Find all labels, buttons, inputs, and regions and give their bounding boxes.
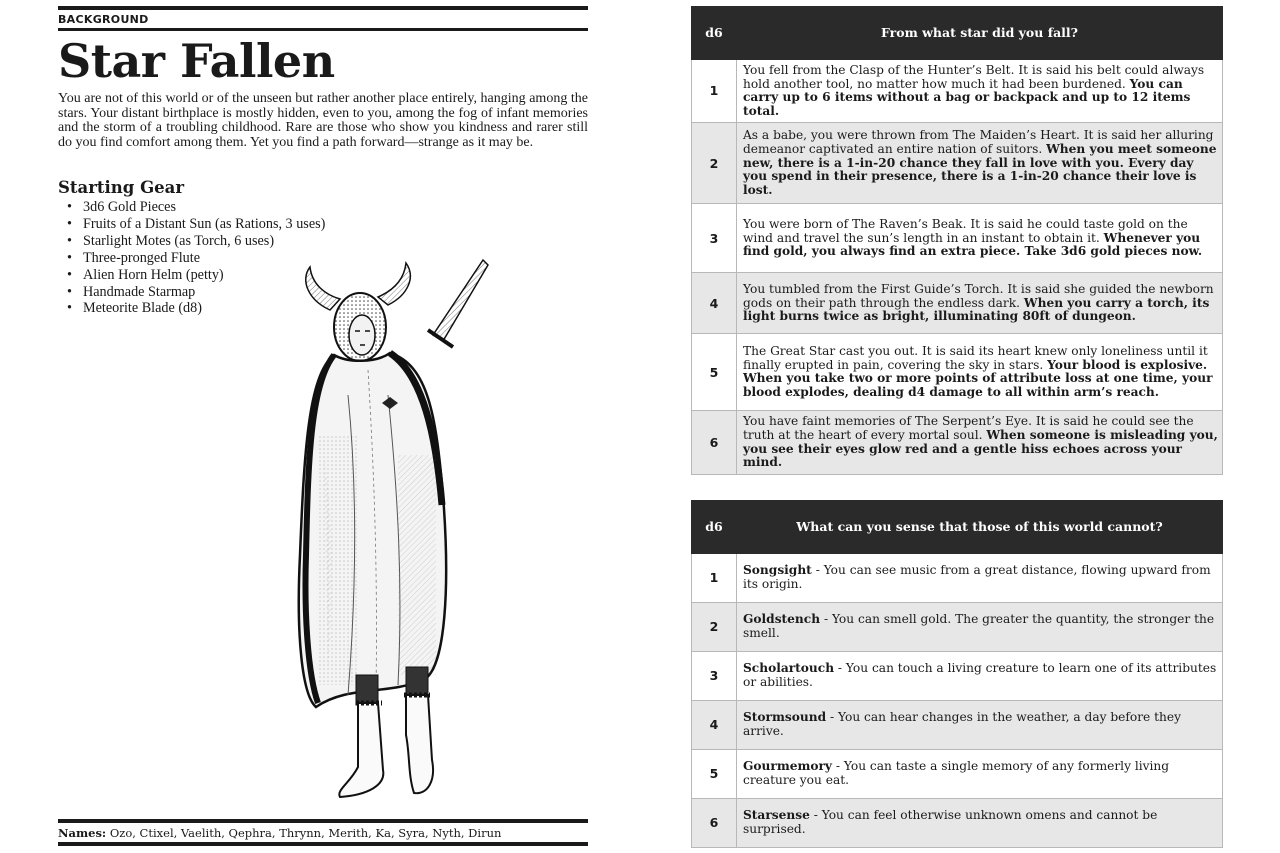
section-label: BACKGROUND: [58, 13, 149, 26]
roll-number: 6: [692, 799, 737, 848]
star-fallen-illustration: [238, 255, 498, 805]
sense-description: - You can hear changes in the weather, a day before they arrive.: [743, 710, 1181, 738]
result-effect: You can carry up to 6 items without a bag or backpack and up to 12 items total.: [743, 76, 1191, 118]
table-header-row: [692, 501, 1223, 554]
result-text: As a babe, you were thrown from The Maiden’s Heart. It is said her alluring demeanor captivated an entire nation of suitors.: [743, 128, 1214, 156]
roll-number: 6: [692, 411, 737, 474]
roll-number: 5: [692, 750, 737, 799]
result-text: You were born of The Raven’s Beak. It is said he could taste gold on the wind and travel the sun’s length in an instant to obtain it.: [743, 216, 1188, 245]
footer-rule-top: [58, 819, 588, 823]
sense-name: Songsight: [743, 563, 812, 578]
names-line: [58, 826, 501, 840]
roll-number: 4: [692, 701, 737, 750]
star-origin-table: [691, 6, 1223, 475]
result-effect: When you meet someone new, there is a 1-in-20 chance they fall in love with you. Every day you spend in their presence, there is a 1-in-20 chance their love is lost.: [743, 141, 1217, 197]
footer-rule-bottom: [58, 842, 588, 846]
result-effect: Whenever you find gold, you always find an extra piece. Take 3d6 gold pieces now.: [743, 230, 1203, 259]
table-row: [692, 273, 1223, 334]
table-header-row: [692, 7, 1223, 60]
table-row: [692, 652, 1223, 701]
table-row: [692, 334, 1223, 411]
gear-item: • Alien Horn Helm (petty): [66, 267, 325, 284]
sense-name: Stormsound: [743, 710, 827, 725]
roll-number: 5: [692, 334, 737, 411]
names-label: Names:: [58, 826, 107, 840]
sense-description: - You can taste a single memory of any formerly living creature you eat.: [743, 759, 1170, 787]
table-row: [692, 750, 1223, 799]
page-title: Star Fallen: [58, 34, 335, 88]
gear-item: • Meteorite Blade (d8): [66, 300, 325, 317]
names-list: Ozo, Ctixel, Vaelith, Qephra, Thrynn, Merith, Ka, Syra, Nyth, Dirun: [109, 826, 502, 840]
roll-result: [737, 750, 1223, 799]
gear-item: • Three-pronged Flute: [66, 250, 325, 267]
sense-description: - You can smell gold. The greater the quantity, the stronger the smell.: [743, 612, 1215, 640]
roll-result: [737, 334, 1223, 411]
roll-result: [737, 204, 1223, 273]
result-text: You fell from the Clasp of the Hunter’s Belt. It is said his belt could always hold another tool, no matter how much it had been burdened.: [743, 63, 1205, 91]
roll-result: [737, 273, 1223, 334]
roll-number: 3: [692, 652, 737, 701]
result-effect: Your blood is explosive. When you take two or more points of attribute loss at one time, your blood explodes, dealing d4 damage to all within arm’s reach.: [743, 357, 1213, 399]
result-effect: When someone is misleading you, you see their eyes glow red and a gentle hiss echoes across your mind.: [743, 427, 1218, 470]
roll-result: [737, 60, 1223, 123]
sense-description: - You can see music from a great distance, flowing upward from its origin.: [743, 563, 1211, 591]
die-header: d6: [692, 7, 737, 60]
table-title: What can you sense that those of this world cannot?: [737, 501, 1223, 554]
sense-table: [691, 500, 1223, 848]
result-effect: When you carry a torch, its light burns twice as bright, illuminating 80ft of dungeon.: [743, 295, 1210, 324]
roll-number: 1: [692, 60, 737, 123]
sense-name: Gourmemory: [743, 759, 832, 774]
gear-item: • Starlight Motes (as Torch, 6 uses): [66, 233, 325, 250]
roll-result: [737, 411, 1223, 474]
roll-result: [737, 799, 1223, 848]
gear-item: • 3d6 Gold Pieces: [66, 199, 325, 216]
roll-result: [737, 652, 1223, 701]
gear-item: • Fruits of a Distant Sun (as Rations, 3 uses): [66, 216, 325, 233]
table-row: [692, 60, 1223, 123]
table-row: [692, 603, 1223, 652]
starting-gear-heading: Starting Gear: [58, 178, 185, 197]
table-row: [692, 799, 1223, 848]
table-row: [692, 701, 1223, 750]
table-row: [692, 411, 1223, 474]
sense-name: Scholartouch: [743, 661, 835, 676]
roll-result: [737, 701, 1223, 750]
left-page: [58, 0, 588, 853]
roll-result: [737, 554, 1223, 603]
sense-name: Starsense: [743, 808, 810, 823]
roll-number: 4: [692, 273, 737, 334]
table-row: [692, 554, 1223, 603]
sense-description: - You can feel otherwise unknown omens and cannot be surprised.: [743, 808, 1158, 836]
intro-paragraph: You are not of this world or of the unseen but rather another place entirely, hanging among the stars. Your distant birthplace is mostly hidden, even to you, among the fog of infant memories and the storm of a troubling childhood. Rare are those who show you kindness and rarer still do you find comfort among them. Yet you find a path forward—strange as it may be.: [58, 91, 588, 150]
roll-number: 2: [692, 603, 737, 652]
result-text: You have faint memories of The Serpent’s Eye. It is said he could see the truth at the heart of every mortal soul.: [743, 414, 1194, 442]
table-row: [692, 123, 1223, 204]
roll-number: 1: [692, 554, 737, 603]
result-text: The Great Star cast you out. It is said its heart knew only loneliness until it finally erupted in pain, covering the sky in stars.: [743, 344, 1208, 372]
sense-description: - You can touch a living creature to learn one of its attributes or abilities.: [743, 661, 1217, 689]
roll-result: [737, 603, 1223, 652]
roll-number: 2: [692, 123, 737, 204]
roll-number: 3: [692, 204, 737, 273]
result-text: You tumbled from the First Guide’s Torch. It is said she guided the newborn gods on their path through the endless dark.: [743, 281, 1214, 310]
die-header: d6: [692, 501, 737, 554]
table-row: [692, 204, 1223, 273]
sense-name: Goldstench: [743, 612, 821, 627]
title-rule: [58, 28, 588, 31]
table-title: From what star did you fall?: [737, 7, 1223, 60]
gear-item: • Handmade Starmap: [66, 284, 325, 301]
top-rule: [58, 6, 588, 10]
roll-result: [737, 123, 1223, 204]
